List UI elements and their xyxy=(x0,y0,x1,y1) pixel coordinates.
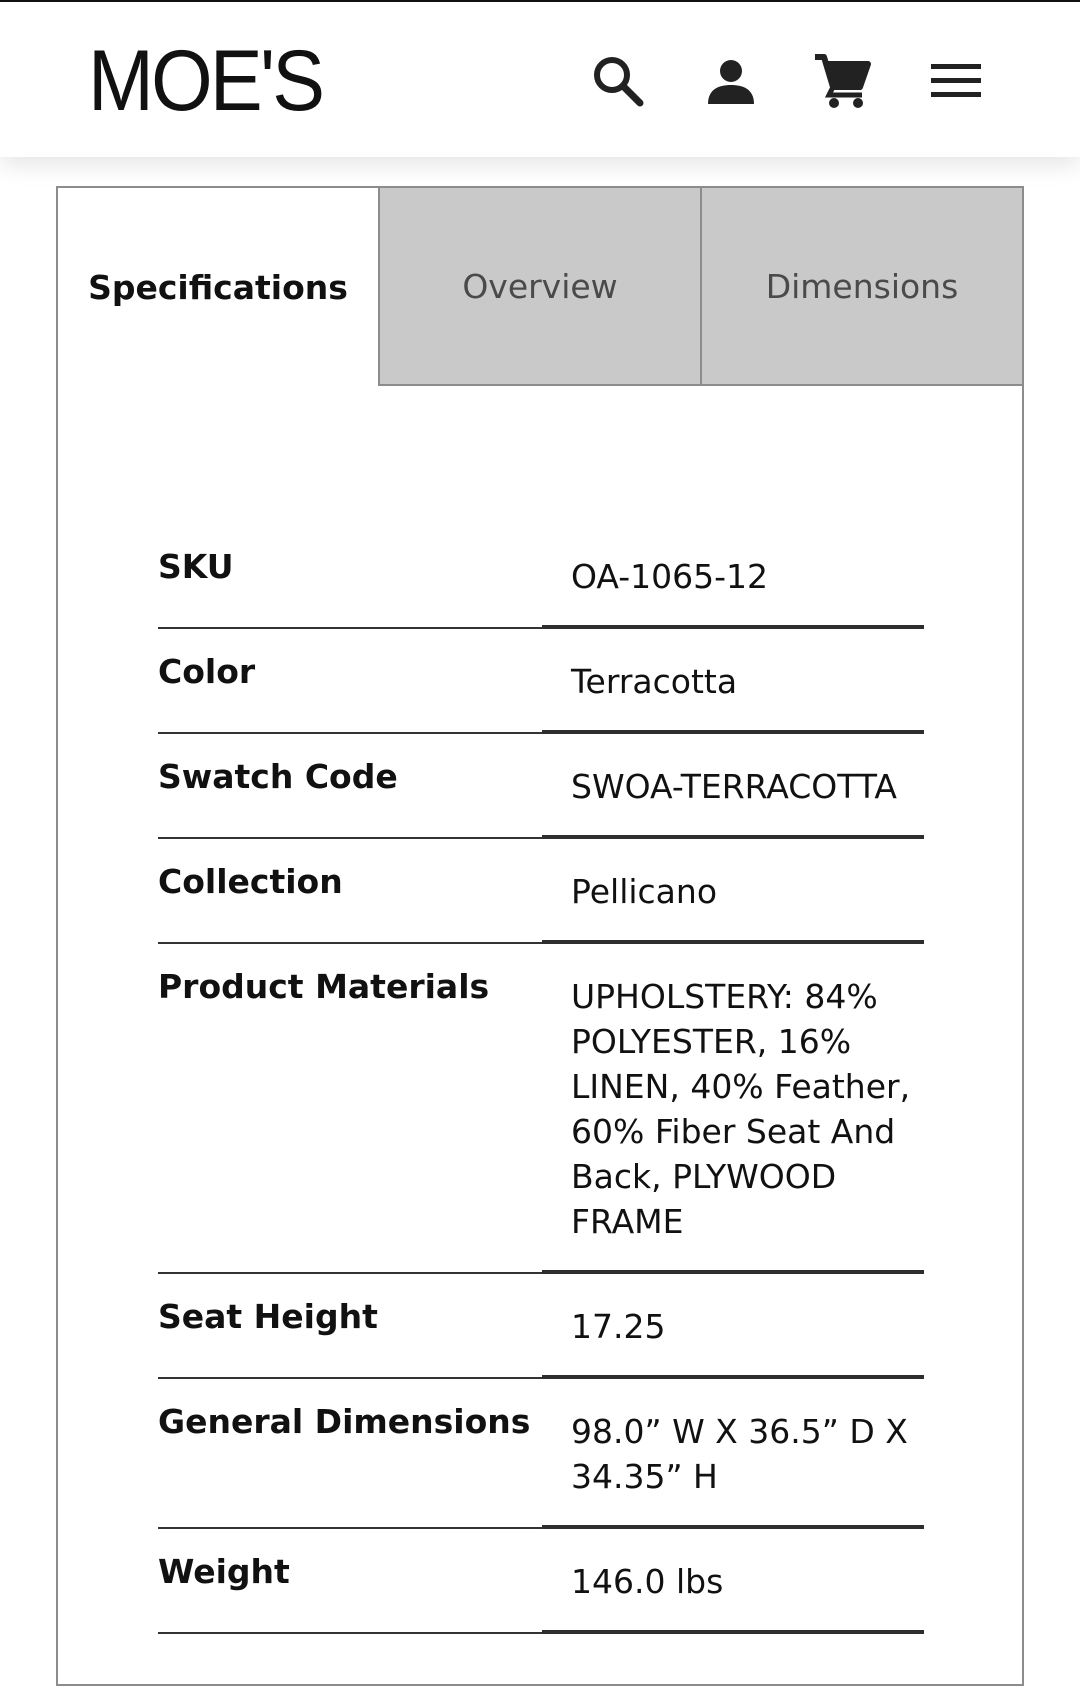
moes-logo[interactable]: MOE'S xyxy=(88,33,323,129)
spec-row-collection xyxy=(158,839,924,944)
menu-icon[interactable] xyxy=(924,46,988,116)
spec-value: SWOA-TERRACOTTA xyxy=(542,734,924,839)
spec-row-seat-height xyxy=(158,1274,924,1379)
spec-row-swatch-code xyxy=(158,734,924,839)
user-icon[interactable] xyxy=(699,46,763,116)
search-icon[interactable] xyxy=(586,46,650,116)
product-info-panel xyxy=(56,186,1024,1686)
spec-row-sku xyxy=(158,524,924,629)
tab-dimensions[interactable]: Dimensions xyxy=(700,188,1022,386)
tab-specifications[interactable]: Specifications xyxy=(58,188,378,386)
spec-value: OA-1065-12 xyxy=(542,524,924,629)
spec-value: Terracotta xyxy=(542,629,924,734)
cart-icon[interactable] xyxy=(810,46,874,116)
spec-label: SKU xyxy=(158,524,542,629)
spec-label: Color xyxy=(158,629,542,734)
spec-row-general-dimensions xyxy=(158,1379,924,1529)
site-header xyxy=(0,0,1080,157)
spec-label: General Dimensions xyxy=(158,1379,542,1529)
spec-row-color xyxy=(158,629,924,734)
tab-overview[interactable]: Overview xyxy=(378,188,700,386)
spec-value: 98.0” W X 36.5” D X 34.35” H xyxy=(542,1379,924,1529)
tab-bar xyxy=(58,188,1022,386)
spec-value: 146.0 lbs xyxy=(542,1529,924,1634)
spec-value: Pellicano xyxy=(542,839,924,944)
spec-value: 17.25 xyxy=(542,1274,924,1379)
spec-label: Swatch Code xyxy=(158,734,542,839)
spec-label: Product Materials xyxy=(158,944,542,1274)
spec-row-product-materials xyxy=(158,944,924,1274)
spec-value: UPHOLSTERY: 84% POLYESTER, 16% LINEN, 40% Feather, 60% Fiber Seat And Back, PLYWOOD FRAME xyxy=(542,944,924,1274)
specifications-table xyxy=(158,524,924,1634)
spec-label: Seat Height xyxy=(158,1274,542,1379)
spec-row-weight xyxy=(158,1529,924,1634)
spec-label: Weight xyxy=(158,1529,542,1634)
spec-label: Collection xyxy=(158,839,542,944)
